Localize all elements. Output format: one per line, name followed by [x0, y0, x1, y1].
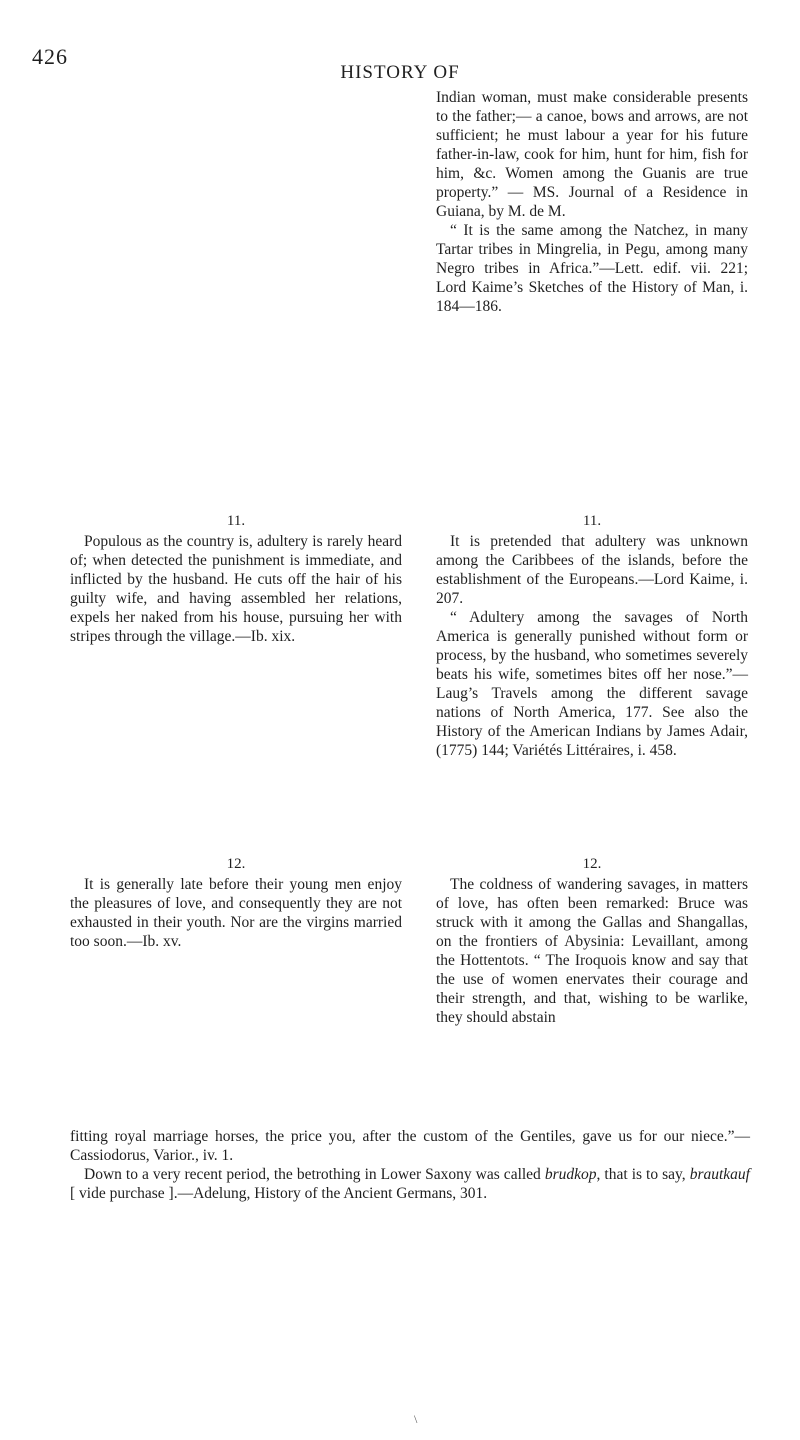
right-section-11: [436, 512, 748, 760]
footnote-line-2: [70, 1165, 750, 1203]
page-number: 426: [32, 44, 68, 69]
right-section-12: [436, 855, 748, 1027]
section-number: 12.: [226, 856, 246, 872]
section-text: It is generally late before their young men enjoy the pleasures of love, and consequently they are not exhausted in their youth. Nor are the virgins married too soon.—Ib. xv.: [70, 876, 402, 950]
footnote-line-1: fitting royal marriage horses, the price you, after the custom of the Gentiles, gave us for our niece.”—Cassiodorus, Varior., iv. 1.: [70, 1128, 750, 1164]
right-intro-text: Indian woman, must make considerable presents to the father;— a canoe, bows and arrows, are not sufficient; he must labour a year for his future father-in-law, cook for him, hunt for him, fish for him, &c. Women among the Guanis are true property.” — MS. Journal of a Residence in Guiana, by M. de M.: [436, 89, 748, 220]
section-number: 11.: [582, 513, 602, 529]
section-number: 12.: [582, 856, 602, 872]
section-text-2: “ Adultery among the savages of North America is generally punished without form or process, by the husband, who sometimes severely beats his wife, sometimes bites off her nose.”—Laug’s Travels among the different savage nations of North America, 177. See also the History of the American Indians by James Adair, (1775) 144; Variétés Littéraires, i. 458.: [436, 609, 748, 759]
footnote-text-b: , that is to say,: [596, 1166, 690, 1183]
footnote: [70, 1127, 750, 1203]
stray-mark: \: [414, 1412, 418, 1426]
right-intro-text-2: “ It is the same among the Natchez, in many Tartar tribes in Mingrelia, in Pegu, among many Negro tribes in Africa.”—Lett. edif. vii. 221; Lord Kaime’s Sketches of the History of Man, i. 184—186.: [436, 222, 748, 315]
section-text: The coldness of wandering savages, in matters of love, has often been remarked: Bruce was struck with it among the Gallas and Shangallas, on the frontiers of Abysinia: Levaillant, among the Hottentots. “ The Iroquois know and say that the use of women enervates their courage and their strength, and that, wishing to be warlike, they should abstain: [436, 876, 748, 1026]
section-number: 11.: [226, 513, 246, 529]
footnote-text-a: Down to a very recent period, the betrothing in Lower Saxony was called: [84, 1166, 545, 1183]
footnote-term-2: brautkauf: [689, 1166, 750, 1183]
right-intro: [436, 88, 748, 316]
section-text: Populous as the country is, adultery is rarely heard of; when detected the punishment is immediate, and inflicted by the husband. He cuts off the hair of his guilty wife, and having assembled her relations, expels her naked from his house, pursuing her with stripes through the village.—Ib. xix.: [70, 533, 402, 645]
running-head: HISTORY OF: [340, 62, 460, 83]
section-text: It is pretended that adultery was unknown among the Caribbees of the islands, before the establishment of the Europeans.—Lord Kaime, i. 207.: [436, 533, 748, 607]
left-section-12: [70, 855, 402, 951]
footnote-text-c: [ vide purchase ].—Adelung, History of the Ancient Germans, 301.: [70, 1185, 488, 1202]
left-section-11: [70, 512, 402, 646]
footnote-term-1: brudkop: [544, 1166, 597, 1183]
